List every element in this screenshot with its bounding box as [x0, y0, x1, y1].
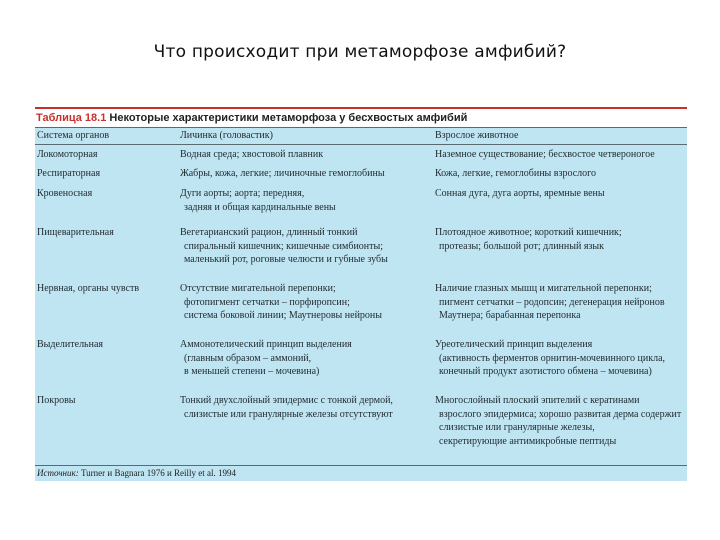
header-adult: Взрослое животное [433, 128, 687, 145]
cell-text-line: (главным образом – аммоний, [184, 352, 312, 364]
organ-system-cell [35, 335, 178, 391]
cell-text-line: спиральный кишечник; кишечные симбионты; [184, 240, 384, 252]
cell-text-line: Наземное существование; бесхвостое четвероногое [435, 148, 655, 160]
cell-text-line: секретирующие антимикробные пептиды [439, 435, 617, 447]
cell-text-line: Водная среда; хвостовой плавник [180, 148, 324, 160]
cell-text-line: Кровеносная [37, 188, 93, 199]
larva-cell [178, 391, 433, 465]
source-label: Источник: [37, 468, 79, 478]
cell-text-line: Респираторная [37, 168, 101, 179]
larva-cell [178, 164, 433, 184]
cell-text-line: Плотоядное животное; короткий кишечник; [435, 227, 622, 238]
cell-text-line: конечный продукт азотистого обмена – мочевина) [439, 366, 652, 377]
cell-text-line: слизистые или гранулярные железы, [439, 422, 595, 433]
cell-text-line: слизистые или гранулярные железы отсутствуют [184, 408, 393, 420]
cell-text-line: Кожа, легкие, гемоглобины взрослого [435, 168, 596, 179]
table-row [35, 184, 687, 223]
cell-text-line: маленький рот, роговые челюсти и губные зубы [184, 254, 388, 265]
table-caption-number: Таблица 18.1 [36, 112, 107, 124]
slide-title: Что происходит при метаморфозе амфибий? [153, 42, 567, 62]
header-organ-system: Система органов [35, 128, 178, 145]
table-row [35, 335, 687, 391]
cell-text-line: пигмент сетчатки – родопсин; дегенерация нейронов [439, 296, 665, 308]
cell-text-line: Многослойный плоский эпителий с кератинами [435, 395, 640, 406]
cell-text-line: Наличие глазных мышц и мигательной перепонки; [435, 283, 652, 294]
cell-text-line: Маутнера; барабанная перепонка [439, 310, 581, 321]
larva-cell [178, 279, 433, 335]
cell-text-line: Покровы [37, 395, 76, 406]
cell-text-line: Выделительная [37, 339, 104, 350]
organ-system-cell [35, 279, 178, 335]
cell-text-line: (активность ферментов орнитин-мочевинного цикла, [439, 352, 666, 364]
table-caption-text: Некоторые характеристики метаморфоза у бесхвостых амфибий [109, 112, 468, 124]
cell-text-line: Локомоторная [37, 148, 98, 160]
organ-system-cell [35, 144, 178, 164]
organ-system-cell [35, 164, 178, 184]
larva-cell [178, 144, 433, 164]
cell-text-line: Дуги аорты; аорта; передняя, [180, 188, 305, 199]
table-row [35, 223, 687, 279]
cell-text-line: Вегетарианский рацион, длинный тонкий [180, 227, 358, 238]
cell-text-line: Уреотелический принцип выделения [435, 339, 593, 350]
larva-cell [178, 335, 433, 391]
organ-system-cell [35, 223, 178, 279]
source-text: Turner и Bagnara 1976 и Reilly et al. 1994 [80, 468, 237, 478]
cell-text-line: система боковой линии; Маутнеровы нейроны [184, 310, 382, 321]
table-row [35, 144, 687, 164]
metamorphosis-table [35, 107, 687, 481]
cell-text-line: Отсутствие мигательной перепонки; [180, 283, 336, 294]
adult-cell [433, 223, 687, 279]
table-source [35, 465, 687, 481]
organ-system-cell [35, 391, 178, 465]
cell-text-line: Аммонотелический принцип выделения [180, 339, 352, 350]
header-larva: Личинка (головастик) [178, 128, 433, 145]
cell-text-line: взрослого эпидермиса; хорошо развитая дерма содержит [439, 408, 682, 420]
characteristics-table [35, 127, 687, 465]
adult-cell [433, 184, 687, 223]
adult-cell [433, 164, 687, 184]
cell-text-line: фотопигмент сетчатки – порфиропсин; [184, 296, 350, 308]
cell-text-line: в меньшей степени – мочевина) [184, 366, 320, 377]
table-caption [35, 109, 687, 127]
table-row [35, 164, 687, 184]
adult-cell [433, 335, 687, 391]
larva-cell [178, 223, 433, 279]
cell-text-line: Сонная дуга, дуга аорты, яремные вены [435, 188, 605, 199]
organ-system-cell [35, 184, 178, 223]
adult-cell [433, 279, 687, 335]
adult-cell [433, 391, 687, 465]
table-row [35, 279, 687, 335]
cell-text-line: Жабры, кожа, легкие; личиночные гемоглобины [180, 168, 385, 179]
cell-text-line: протеазы; большой рот; длинный язык [439, 240, 604, 252]
table-row [35, 391, 687, 465]
larva-cell [178, 184, 433, 223]
cell-text-line: задняя и общая кардинальные вены [184, 201, 336, 213]
cell-text-line: Тонкий двухслойный эпидермис с тонкой дермой, [180, 395, 393, 406]
cell-text-line: Нервная, органы чувств [37, 283, 140, 294]
adult-cell [433, 144, 687, 164]
table-header-row [35, 128, 687, 145]
cell-text-line: Пищеварительная [37, 227, 114, 238]
